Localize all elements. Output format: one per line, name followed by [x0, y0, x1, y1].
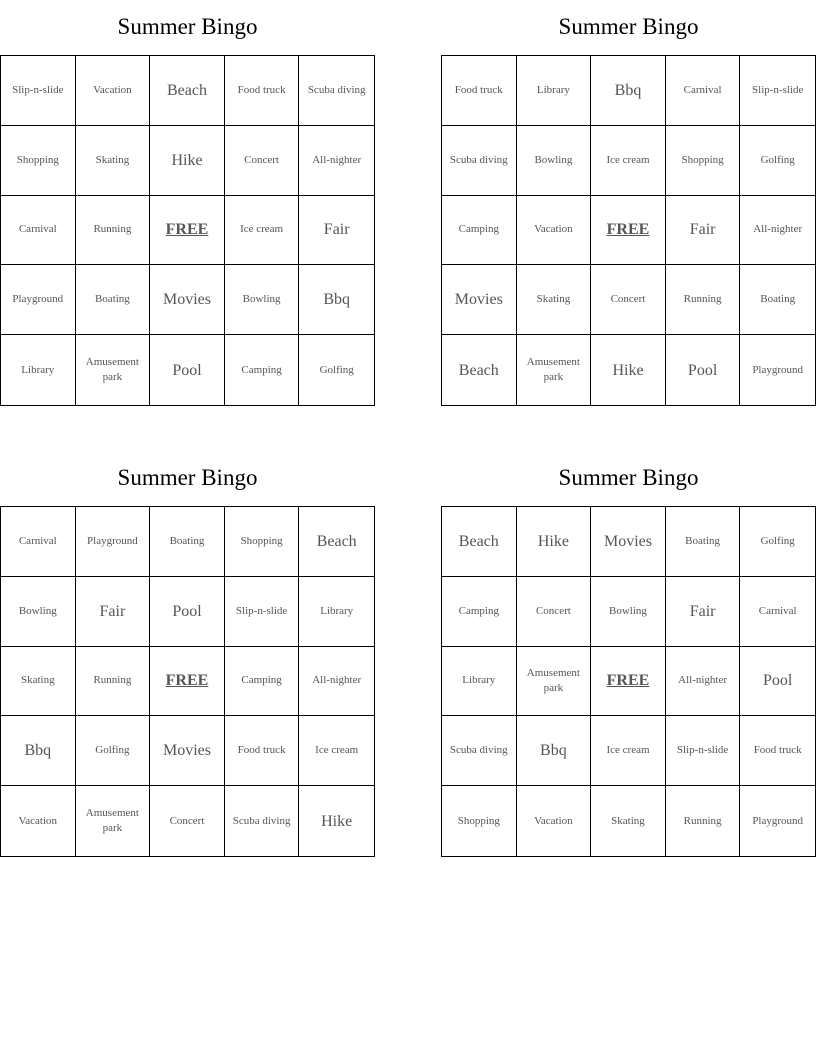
bingo-cell: Running	[666, 265, 741, 335]
card-title: Summer Bingo	[558, 14, 699, 39]
free-space: FREE	[150, 196, 225, 266]
bingo-cell: Bowling	[1, 577, 76, 647]
bingo-grid	[441, 55, 816, 406]
bingo-cell: Hike	[591, 335, 666, 405]
bingo-cell: Bbq	[1, 716, 76, 786]
bingo-cell: Shopping	[666, 126, 741, 196]
bingo-cell: Bbq	[517, 716, 592, 786]
bingo-cell: Vacation	[517, 786, 592, 856]
bingo-cell: Shopping	[442, 786, 517, 856]
bingo-cell: Slip-n-slide	[225, 577, 300, 647]
bingo-cell: All-nighter	[299, 126, 374, 196]
free-space: FREE	[591, 196, 666, 266]
bingo-cell: Golfing	[740, 126, 815, 196]
bingo-cell: Amusement park	[76, 335, 151, 405]
bingo-cell: Amusement park	[76, 786, 151, 856]
bingo-cell: Library	[517, 56, 592, 126]
bingo-cell: Playground	[752, 363, 804, 376]
bingo-cell: Golfing	[76, 716, 151, 786]
bingo-cell: Concert	[150, 786, 225, 856]
bingo-cell: Ice cream	[591, 126, 666, 196]
free-space: FREE	[591, 647, 666, 717]
bingo-cell: Ice cream	[225, 196, 300, 266]
bingo-card-2	[441, 12, 816, 384]
bingo-cell: Hike	[517, 507, 592, 577]
bingo-cell: Scuba diving	[225, 786, 300, 856]
bingo-cell: Fair	[666, 577, 741, 647]
bingo-cell: Shopping	[1, 126, 76, 196]
bingo-cell: Food truck	[442, 56, 517, 126]
bingo-cell: Beach	[442, 335, 517, 405]
bingo-cell: Golfing	[740, 507, 815, 577]
bingo-cell: Scuba diving	[299, 56, 374, 126]
bingo-cell: Amusement park	[517, 647, 592, 717]
bingo-cell: Concert	[517, 577, 592, 647]
bingo-cell: Carnival	[666, 56, 741, 126]
bingo-cell: Movies	[150, 716, 225, 786]
bingo-cell: All-nighter	[299, 647, 374, 717]
bingo-cell: Boating	[740, 265, 815, 335]
bingo-cell: Library	[1, 335, 76, 405]
bingo-cell: Skating	[76, 126, 151, 196]
bingo-cell: Fair	[299, 196, 374, 266]
card-title: Summer Bingo	[117, 14, 258, 39]
bingo-grid	[441, 506, 816, 857]
bingo-cell: All-nighter	[666, 647, 741, 717]
bingo-cell: Bbq	[591, 56, 666, 126]
bingo-cell: Playground	[76, 507, 151, 577]
bingo-cell: Food truck	[225, 56, 300, 126]
bingo-cell: Running	[76, 647, 151, 717]
bingo-cell: Skating	[517, 265, 592, 335]
bingo-cell: Ice cream	[591, 716, 666, 786]
bingo-cell: Carnival	[1, 196, 76, 266]
bingo-grid	[0, 55, 375, 406]
bingo-card-3	[0, 463, 375, 835]
bingo-cell: Hike	[150, 126, 225, 196]
bingo-cell: Food truck	[225, 716, 300, 786]
bingo-cell: Beach	[150, 56, 225, 126]
bingo-cell: Playground	[752, 814, 804, 827]
bingo-cell: Pool	[740, 647, 815, 717]
bingo-cell: Carnival	[1, 507, 76, 577]
bingo-cell: Running	[76, 196, 151, 266]
bingo-cell: Skating	[591, 786, 666, 856]
bingo-cell: Library	[442, 647, 517, 717]
card-title: Summer Bingo	[117, 465, 258, 490]
bingo-cell: Shopping	[225, 507, 300, 577]
bingo-cell: Camping	[225, 647, 300, 717]
bingo-cell: Camping	[442, 577, 517, 647]
bingo-cell: Vacation	[517, 196, 592, 266]
bingo-cell: Library	[299, 577, 374, 647]
bingo-cell: Boating	[76, 265, 151, 335]
card-title: Summer Bingo	[558, 465, 699, 490]
bingo-cell: Scuba diving	[442, 126, 517, 196]
bingo-cell: Running	[666, 786, 741, 856]
bingo-cell: Bowling	[591, 577, 666, 647]
free-space: FREE	[150, 647, 225, 717]
bingo-cell: Boating	[666, 507, 741, 577]
bingo-cell: Movies	[150, 265, 225, 335]
bingo-cell: Hike	[321, 812, 353, 830]
bingo-cell: Bowling	[225, 265, 300, 335]
bingo-cell: Concert	[591, 265, 666, 335]
bingo-cell: Slip-n-slide	[1, 56, 76, 126]
bingo-cell: Food truck	[740, 716, 815, 786]
bingo-cell: Scuba diving	[442, 716, 517, 786]
bingo-cell: Beach	[299, 507, 374, 577]
bingo-cell: Fair	[666, 196, 741, 266]
bingo-cell: Camping	[225, 335, 300, 405]
bingo-cell: Camping	[442, 196, 517, 266]
bingo-cell: All-nighter	[740, 196, 815, 266]
bingo-cell: Concert	[225, 126, 300, 196]
bingo-cell: Golfing	[319, 363, 354, 376]
bingo-cell: Slip-n-slide	[740, 56, 815, 126]
bingo-grid	[0, 506, 375, 857]
bingo-cell: Amusement park	[517, 335, 592, 405]
bingo-cell: Carnival	[740, 577, 815, 647]
bingo-cell: Beach	[442, 507, 517, 577]
bingo-cell: Fair	[76, 577, 151, 647]
bingo-cell: Pool	[150, 335, 225, 405]
bingo-cell: Movies	[442, 265, 517, 335]
bingo-cell: Movies	[591, 507, 666, 577]
bingo-cell: Pool	[150, 577, 225, 647]
bingo-card-4	[441, 463, 816, 827]
bingo-cell: Bowling	[517, 126, 592, 196]
bingo-card-1	[0, 12, 375, 384]
bingo-cell: Boating	[150, 507, 225, 577]
bingo-cell: Ice cream	[299, 716, 374, 786]
bingo-cell: Vacation	[76, 56, 151, 126]
bingo-cell: Playground	[1, 265, 76, 335]
bingo-cell: Slip-n-slide	[666, 716, 741, 786]
bingo-cell: Skating	[1, 647, 76, 717]
bingo-cell: Pool	[666, 335, 741, 405]
bingo-cell: Vacation	[1, 786, 76, 856]
bingo-cell: Bbq	[299, 265, 374, 335]
